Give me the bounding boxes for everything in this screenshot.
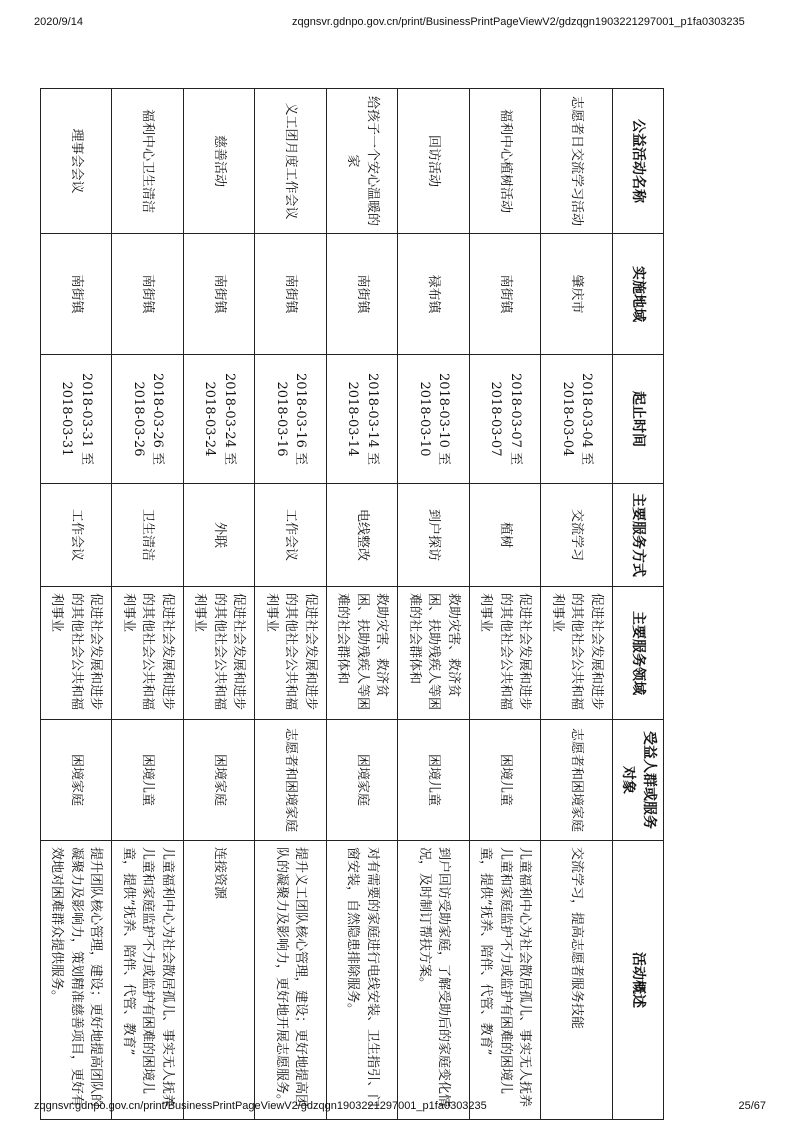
cell-summary: 提升团队核心管理，建设；更好地提高团队的凝聚力及影响力，策划精准慈善项目，更好有效地对困难群众提供服务。 bbox=[41, 841, 113, 1120]
cell-region: 南街镇 bbox=[255, 234, 327, 355]
cell-service-field: 救助灾害、救济贫困、扶助残疾人等困难的社会群体和 bbox=[398, 587, 470, 720]
cell-summary: 连接资源 bbox=[184, 841, 256, 1120]
cell-service-field: 促进社会发展和进步的其他社会公共和福利事业 bbox=[255, 587, 327, 720]
cell-region: 肇庆市 bbox=[541, 234, 613, 355]
activity-table bbox=[40, 88, 664, 1120]
table-row bbox=[41, 89, 113, 1120]
table-row bbox=[184, 89, 256, 1120]
cell-service-field: 促进社会发展和进步的其他社会公共和福利事业 bbox=[541, 587, 613, 720]
print-date: 2020/9/14 bbox=[34, 16, 83, 28]
cell-service-method: 电线整改 bbox=[327, 484, 399, 587]
header-beneficiaries: 受益人群或服务对象 bbox=[613, 720, 664, 841]
page-number: 25/67 bbox=[738, 1100, 766, 1112]
cell-region: 南街镇 bbox=[327, 234, 399, 355]
cell-region: 南街镇 bbox=[184, 234, 256, 355]
header-region: 实施地域 bbox=[613, 234, 664, 355]
cell-beneficiaries: 困境儿童 bbox=[470, 720, 542, 841]
table-row bbox=[398, 89, 470, 1120]
table-row bbox=[470, 89, 542, 1120]
cell-activity-name: 福利中心卫生清洁 bbox=[112, 89, 184, 234]
table-row bbox=[112, 89, 184, 1120]
cell-beneficiaries: 困境家庭 bbox=[41, 720, 113, 841]
cell-period: 2018-03-26 至 2018-03-26 bbox=[112, 355, 184, 484]
cell-summary: 儿童福利中心为社会散居孤儿、事实无人抚养儿童和家庭监护不力或监护有困难的困境儿童，提供”抚养、陪伴、代管、教育” bbox=[112, 841, 184, 1120]
table-row bbox=[255, 89, 327, 1120]
cell-service-method: 工作会议 bbox=[41, 484, 113, 587]
cell-service-method: 外联 bbox=[184, 484, 256, 587]
cell-period: 2018-03-24 至 2018-03-24 bbox=[184, 355, 256, 484]
cell-beneficiaries: 志愿者和困境家庭 bbox=[255, 720, 327, 841]
cell-beneficiaries: 志愿者和困境家庭 bbox=[541, 720, 613, 841]
cell-activity-name: 慈善活动 bbox=[184, 89, 256, 234]
cell-period: 2018-03-07 至 2018-03-07 bbox=[470, 355, 542, 484]
cell-beneficiaries: 困境儿童 bbox=[112, 720, 184, 841]
cell-activity-name: 理事会会议 bbox=[41, 89, 113, 234]
cell-period: 2018-03-04 至 2018-03-04 bbox=[541, 355, 613, 484]
cell-period: 2018-03-10 至 2018-03-10 bbox=[398, 355, 470, 484]
cell-region: 南街镇 bbox=[41, 234, 113, 355]
cell-service-method: 植树 bbox=[470, 484, 542, 587]
cell-service-method: 到户探访 bbox=[398, 484, 470, 587]
cell-period: 2018-03-31 至 2018-03-31 bbox=[41, 355, 113, 484]
cell-summary: 到户回访受助家庭，了解受助后的家庭变化情况，及时制订帮扶方案。 bbox=[398, 841, 470, 1120]
cell-summary: 对有需要的家庭进行电线安装、卫生指引、门窗安装，自然隐患排除服务。 bbox=[327, 841, 399, 1120]
cell-service-field: 促进社会发展和进步的其他社会公共和福利事业 bbox=[112, 587, 184, 720]
header-summary: 活动概述 bbox=[613, 841, 664, 1120]
header-service-field: 主要服务领域 bbox=[613, 587, 664, 720]
cell-activity-name: 回访活动 bbox=[398, 89, 470, 234]
print-header-url: zqgnsvr.gdnpo.gov.cn/print/BusinessPrintPageViewV2/gdzqgn1903221297001_p1fa0303235 bbox=[292, 16, 745, 28]
cell-beneficiaries: 困境儿童 bbox=[398, 720, 470, 841]
cell-activity-name: 义工团月度工作会议 bbox=[255, 89, 327, 234]
cell-beneficiaries: 困境家庭 bbox=[184, 720, 256, 841]
cell-service-field: 促进社会发展和进步的其他社会公共和福利事业 bbox=[41, 587, 113, 720]
cell-period: 2018-03-14 至 2018-03-14 bbox=[327, 355, 399, 484]
cell-service-field: 救助灾害、救济贫困、扶助残疾人等困难的社会群体和 bbox=[327, 587, 399, 720]
cell-summary: 儿童福利中心为社会散居孤儿、事实无人抚养儿童和家庭监护不力或监护有困难的困境儿童，提供”抚养、陪伴、代管、教育” bbox=[470, 841, 542, 1120]
cell-summary: 交流学习，提高志愿者服务技能 bbox=[541, 841, 613, 1120]
header-activity-name: 公益活动名称 bbox=[613, 89, 664, 234]
cell-period: 2018-03-16 至 2018-03-16 bbox=[255, 355, 327, 484]
header-period: 起止时间 bbox=[613, 355, 664, 484]
cell-activity-name: 福利中心植树活动 bbox=[470, 89, 542, 234]
table-row bbox=[327, 89, 399, 1120]
cell-activity-name: 给孩子一个安心温暖的家 bbox=[327, 89, 399, 234]
table-row bbox=[541, 89, 613, 1120]
cell-service-method: 交流学习 bbox=[541, 484, 613, 587]
cell-activity-name: 志愿者日交流学习活动 bbox=[541, 89, 613, 234]
print-footer-url: zqgnsvr.gdnpo.gov.cn/print/BusinessPrintPageViewV2/gdzqgn1903221297001_p1fa0303235 bbox=[34, 1100, 487, 1112]
cell-service-field: 促进社会发展和进步的其他社会公共和福利事业 bbox=[184, 587, 256, 720]
cell-region: 南街镇 bbox=[470, 234, 542, 355]
cell-region: 禄布镇 bbox=[398, 234, 470, 355]
header-service-method: 主要服务方式 bbox=[613, 484, 664, 587]
cell-service-field: 促进社会发展和进步的其他社会公共和福利事业 bbox=[470, 587, 542, 720]
cell-service-method: 工作会议 bbox=[255, 484, 327, 587]
cell-summary: 提升义工团队核心管理，建设；更好地提高团队的凝聚力及影响力，更好地开展志愿服务。 bbox=[255, 841, 327, 1120]
cell-service-method: 卫生清洁 bbox=[112, 484, 184, 587]
cell-region: 南街镇 bbox=[112, 234, 184, 355]
cell-beneficiaries: 困境家庭 bbox=[327, 720, 399, 841]
table-header-row bbox=[613, 89, 664, 1120]
